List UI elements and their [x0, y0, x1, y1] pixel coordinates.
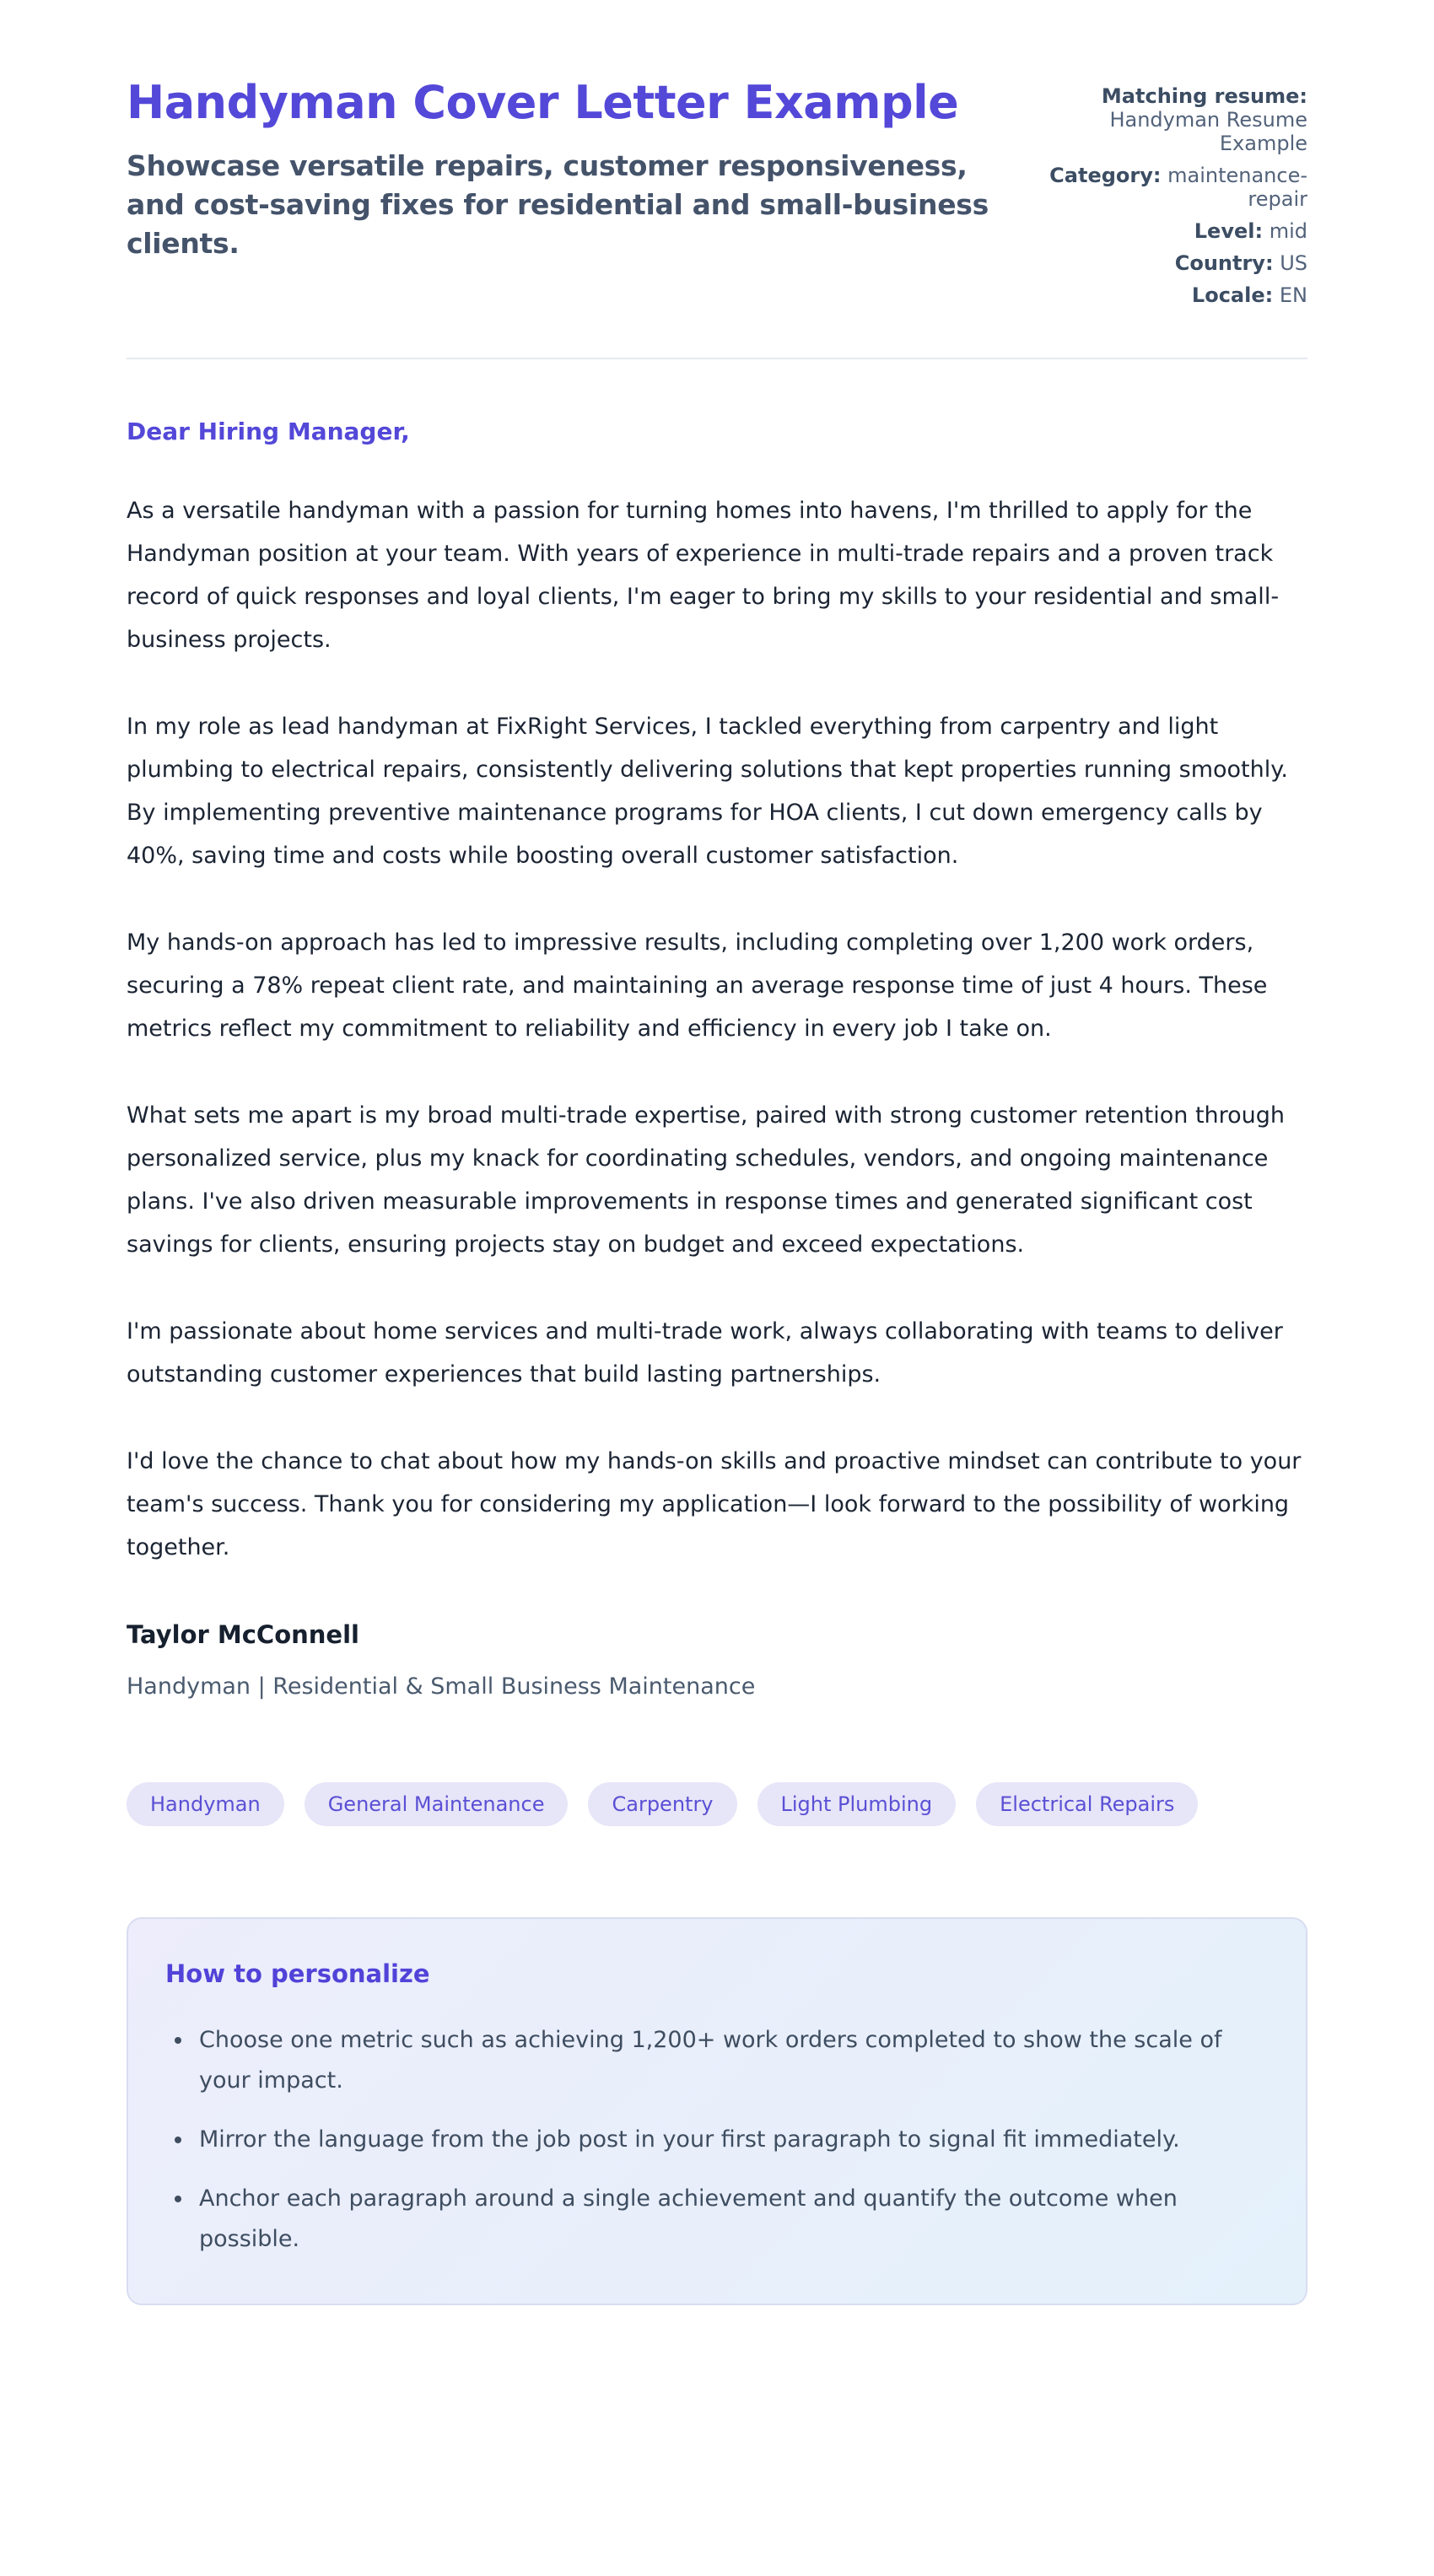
- meta-locale-value: EN: [1279, 283, 1307, 307]
- letter-body: [127, 417, 1307, 1702]
- personalize-list: [165, 2020, 1269, 2260]
- meta-locale: [1046, 283, 1307, 307]
- salutation: Dear Hiring Manager,: [127, 418, 410, 445]
- letter-paragraph: In my role as lead handyman at FixRight Services, I tackled everything from carpentry and light plumbing to electrical repairs, consistently delivering solutions that kept properties running smoothly. By implementing preventive maintenance programs for HOA clients, I cut down emergency calls by 40%, saving time and costs while boosting overall customer satisfaction.: [127, 714, 1288, 869]
- letter-paragraph: I'm passionate about home services and multi-trade work, always collaborating with teams to deliver outstanding customer experiences that build lasting partnerships.: [127, 1318, 1283, 1388]
- meta-matching-resume-label: Matching resume:: [1101, 84, 1307, 108]
- letter-paragraph: As a versatile handyman with a passion for turning homes into havens, I'm thrilled to apply for the Handyman position at your team. With years of experience in multi-trade repairs and a proven track record of quick responses and loyal clients, I'm eager to bring my skills to your residential and small-business projects.: [127, 498, 1280, 653]
- meta-country: [1046, 251, 1307, 275]
- header: [127, 78, 1307, 315]
- meta-level-label: Level:: [1194, 219, 1264, 243]
- tag-pill-light-plumbing[interactable]: Light Plumbing: [757, 1782, 957, 1826]
- meta-category: [1046, 164, 1307, 211]
- tag-pill-general-maintenance[interactable]: General Maintenance: [305, 1782, 569, 1826]
- letter-paragraph: My hands-on approach has led to impressive results, including completing over 1,200 work orders, securing a 78% repeat client rate, and maintaining an average response time of just 4 hours. These metrics reflect my commitment to reliability and efficiency in every job I take on.: [127, 930, 1268, 1042]
- meta-level: [1046, 219, 1307, 243]
- personalize-heading: How to personalize: [165, 1959, 430, 1988]
- page-subtitle: Showcase versatile repairs, customer responsiveness, and cost-saving fixes for residential and small-business clients.: [127, 149, 989, 261]
- meta-country-value: US: [1280, 251, 1307, 275]
- meta-locale-label: Locale:: [1191, 283, 1274, 307]
- meta-country-label: Country:: [1174, 251, 1274, 275]
- tag-list: [127, 1782, 1307, 1826]
- tag-pill-carpentry[interactable]: Carpentry: [588, 1782, 736, 1826]
- signature-role: Handyman | Residential & Small Business Maintenance: [127, 1673, 756, 1700]
- header-title-block: [127, 78, 1021, 263]
- letter-paragraph: What sets me apart is my broad multi-trade expertise, paired with strong customer retention through personalized service, plus my knack for coordinating schedules, vendors, and ongoing maintenance plans. I've also driven measurable improvements in response times and generated significant cost savings for clients, ensuring projects stay on budget and exceed expectations.: [127, 1102, 1286, 1258]
- personalize-callout: [127, 1917, 1307, 2305]
- tag-pill-handyman[interactable]: Handyman: [127, 1782, 284, 1826]
- meta-matching-resume-value: Handyman Resume Example: [1109, 108, 1307, 155]
- meta-panel: [1046, 84, 1307, 315]
- personalize-bullet: • Choose one metric such as achieving 1,200+ work orders completed to show the scale of your impact.: [194, 2020, 1269, 2101]
- signature-name: Taylor McConnell: [127, 1620, 359, 1649]
- meta-category-label: Category:: [1049, 164, 1162, 187]
- meta-level-value: mid: [1269, 219, 1307, 243]
- tag-pill-electrical-repairs[interactable]: Electrical Repairs: [976, 1782, 1198, 1826]
- page-title: Handyman Cover Letter Example: [127, 76, 959, 129]
- personalize-bullet: • Mirror the language from the job post in your first paragraph to signal fit immediately.: [194, 2120, 1269, 2160]
- letter-paragraph: I'd love the chance to chat about how my hands-on skills and proactive mindset can contribute to your team's success. Thank you for considering my application—I look forward to the possibility of working together.: [127, 1448, 1302, 1560]
- meta-matching-resume: [1046, 84, 1307, 155]
- personalize-bullet: • Anchor each paragraph around a single achievement and quantify the outcome when possible.: [194, 2179, 1269, 2260]
- divider: [127, 358, 1307, 359]
- meta-category-value: maintenance-repair: [1167, 164, 1307, 211]
